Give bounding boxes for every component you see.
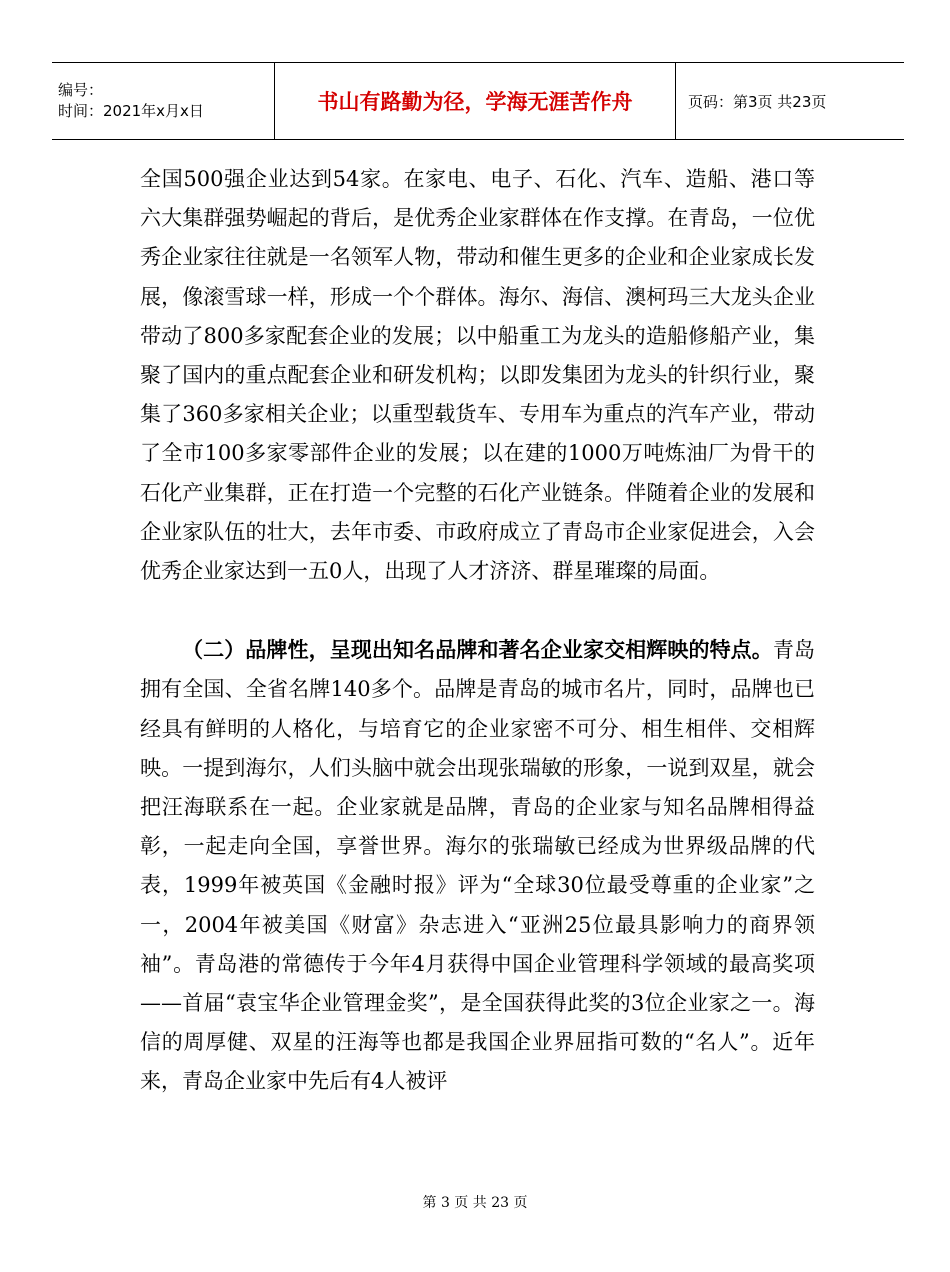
paragraph bbox=[140, 630, 815, 1101]
paragraph-gap bbox=[140, 591, 815, 630]
paragraph: 全国500强企业达到54家。在家电、电子、石化、汽车、造船、港口等六大集群强势崛起的背后，是优秀企业家群体在作支撑。在青岛，一位优秀企业家往往就是一名领军人物，带动和催生更多的企业和企业家成长发展，像滚雪球一样，形成一个个群体。海尔、海信、澳柯玛三大龙头企业带动了800多家配套企业的发展；以中船重工为龙头的造船修船产业，集聚了国内的重点配套企业和研发机构；以即发集团为龙头的针织行业，聚集了360多家相关企业；以重型载货车、专用车为重点的汽车产业，带动了全市100多家零部件企业的发展；以在建的1000万吨炼油厂为骨干的石化产业集群，正在打造一个完整的石化产业链条。伴随着企业的发展和企业家队伍的壮大，去年市委、市政府成立了青岛市企业家促进会，入会优秀企业家达到一五0人，出现了人才济济、群星璀璨的局面。 bbox=[140, 167, 815, 584]
header-meta bbox=[52, 63, 275, 139]
header-motto: 书山有路勤为径，学海无涯苦作舟 bbox=[275, 63, 676, 139]
page-footer: 第 3 页 共 23 页 bbox=[422, 1195, 528, 1211]
document-number-label: 编号： bbox=[58, 81, 104, 99]
header-page-info: 页码：第3页 共23页 bbox=[688, 92, 827, 111]
section-heading: （二）品牌性，呈现出知名品牌和著名企业家交相辉映的特点。 bbox=[182, 637, 773, 663]
paragraph-text: 青岛拥有全国、全省名牌140多个。品牌是青岛的城市名片，同时，品牌也已经具有鲜明的人格化，与培育它的企业家密不可分、相生相伴、交相辉映。一提到海尔，人们头脑中就会出现张瑞敏的形象，一说到双星，就会把汪海联系在一起。企业家就是品牌，青岛的企业家与知名品牌相得益彰，一起走向全国，享誉世界。海尔的张瑞敏已经成为世界级品牌的代表，1999年被英国《金融时报》评为“全球30位最受尊重的企业家”之一，2004年被美国《财富》杂志进入“亚洲25位最具影响力的商界领袖”。青岛港的常德传于今年4月获得中国企业管理科学领域的最高奖项——首届“袁宝华企业管理金奖”，是全国获得此奖的3位企业家之一。海信的周厚健、双星的汪海等也都是我国企业界屈指可数的“名人”。近年来，青岛企业家中先后有4人被评 bbox=[140, 638, 816, 1094]
document-body bbox=[140, 160, 815, 1102]
document-time-label: 时间：2021年x月x日 bbox=[58, 102, 204, 120]
page-header bbox=[52, 62, 904, 140]
